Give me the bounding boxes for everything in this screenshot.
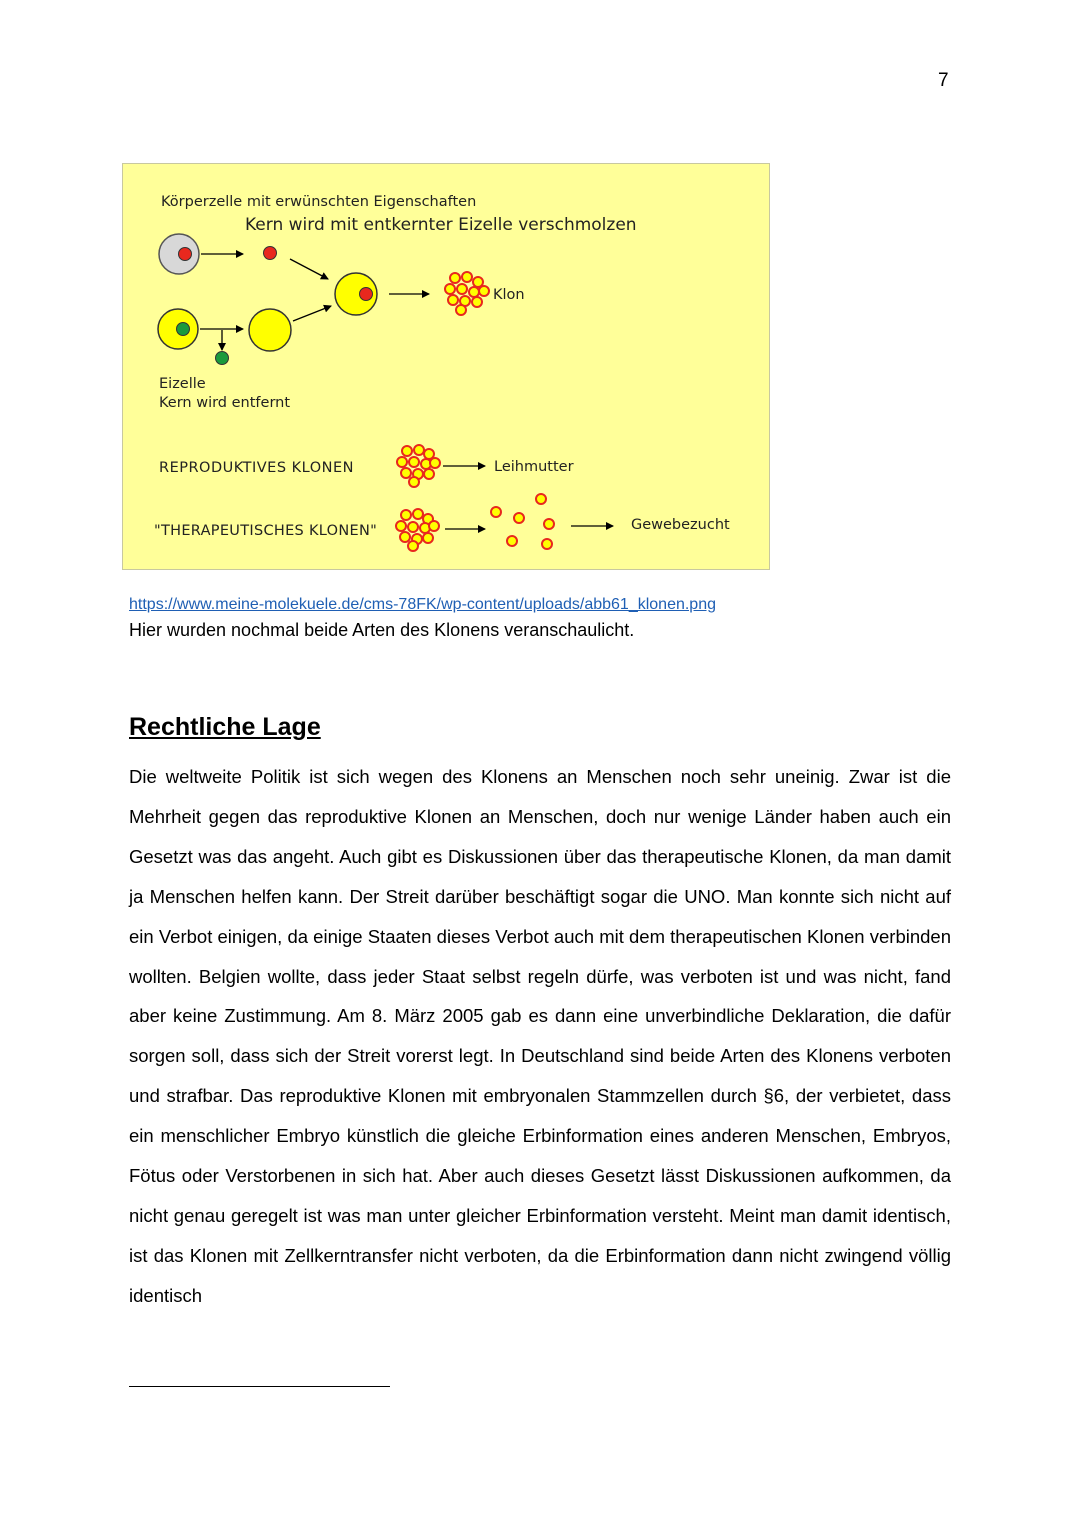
- label-clone: Klon: [493, 287, 525, 303]
- page-number: 7: [938, 70, 949, 91]
- extracted-nucleus: [264, 247, 277, 260]
- figure-caption: Hier wurden nochmal beide Arten des Klonens veranschaulicht.: [129, 620, 635, 640]
- label-reproductive: REPRODUKTIVES KLONEN: [159, 460, 354, 476]
- label-egg: Eizelle: [159, 376, 206, 392]
- arrow-egg-to-fusion: [293, 306, 331, 321]
- dispersed-cells: [491, 494, 554, 549]
- removed-nucleus: [216, 352, 229, 365]
- reproductive-cluster: [397, 445, 440, 487]
- section-heading: Rechtliche Lage: [129, 713, 321, 741]
- enucleated-egg: [249, 309, 291, 351]
- fused-cell: [335, 273, 377, 315]
- section-body: Die weltweite Politik ist sich wegen des Klonens an Menschen noch sehr uneinig. Zwar ist die Mehrheit gegen das reproduktive Klonen an Menschen, doch nur wenige Länder haben auch ein Gesetzt was das angeht. Auch gibt es Diskussionen über das therapeutische Klonen, da man damit ja Menschen helfen kann. Der Streit darüber beschäftigt sogar die UNO. Man konnte sich nicht auf ein Verbot einigen, da einige Staaten dieses Verbot auch mit dem therapeutischen Klonen verbinden wollten. Belgien wollte, dass jeder Staat selbst regeln dürfe, was verboten ist und was nicht, fand aber keine Zustimmung. Am 8. März 2005 gab es dann eine unverbindliche Deklaration, die dafür sorgen soll, dass sich der Streit vorerst legt. In Deutschland sind beide Arten des Klonens verboten und strafbar. Das reproduktive Klonen mit embryonalen Stammzellen durch §6, der verbietet, dass ein menschlicher Embryo künstlich die gleiche Erbinformation eines anderen Menschen, Embryos, Fötus oder Verstorbenen in sich hat. Aber auch dieses Gesetzt lässt Diskussionen aufkommen, da nicht genau geregelt ist was man unter gleicher Erbinformation versteht. Meint man damit identisch, ist das Klonen mit Zellkerntransfer nicht verboten, da die Erbinformation dann nicht zwingend völlig identisch: [129, 766, 951, 1306]
- cloning-diagram: [122, 163, 770, 570]
- label-fusion: Kern wird mit entkernter Eizelle verschmolzen: [245, 215, 637, 235]
- label-tissue: Gewebezucht: [631, 517, 730, 533]
- label-nucleus-removed: Kern wird entfernt: [159, 395, 291, 411]
- label-surrogate: Leihmutter: [494, 459, 574, 475]
- somatic-cell: [159, 234, 199, 274]
- egg-cell: [158, 309, 198, 349]
- clone-cluster: [445, 272, 489, 315]
- therapeutic-cluster: [396, 509, 439, 551]
- arrow-nucleus-to-fusion: [290, 259, 328, 279]
- label-therapeutic: "THERAPEUTISCHES KLONEN": [154, 523, 378, 539]
- label-somatic-cell: Körperzelle mit erwünschten Eigenschaften: [161, 194, 477, 210]
- source-link[interactable]: https://www.meine-molekuele.de/cms-78FK/wp-content/uploads/abb61_klonen.png: [129, 596, 716, 613]
- footnote-separator: [129, 1386, 390, 1387]
